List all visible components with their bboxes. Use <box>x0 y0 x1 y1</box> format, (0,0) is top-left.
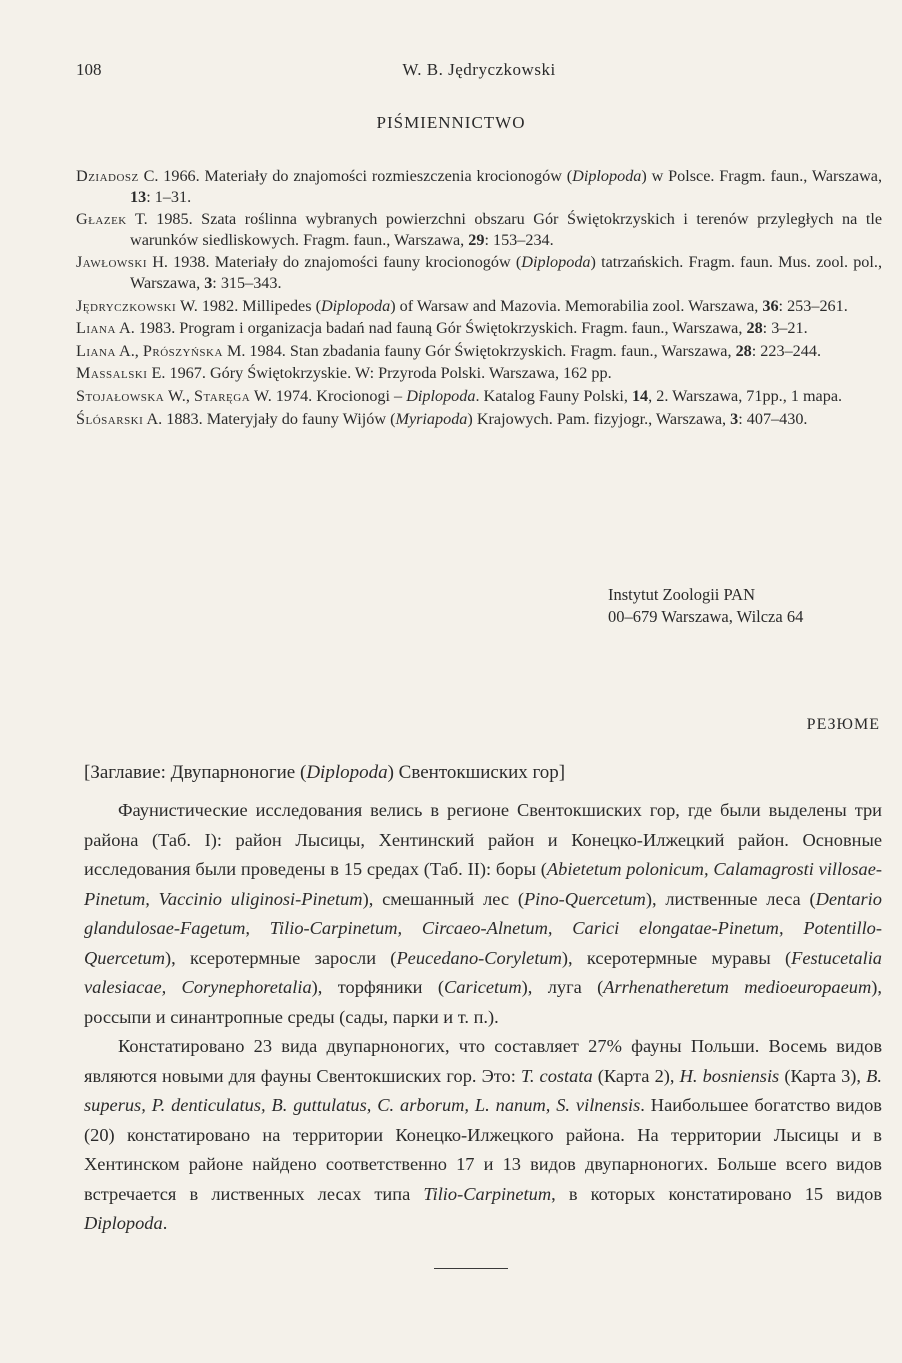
reference-text: ) w Polsce. Fragm. faun., Warszawa, <box>641 167 882 185</box>
reference-text: C. 1966. Materiały do znajomości rozmieszczenia krocionogów ( <box>138 167 573 185</box>
reference-list <box>76 166 882 431</box>
reference-text: W. 1982. Millipedes ( <box>176 296 321 315</box>
end-rule <box>434 1268 508 1269</box>
resume-title <box>84 762 565 784</box>
reference-taxon: Diplopoda <box>320 296 391 315</box>
resume-text: (Карта 2), <box>592 1065 680 1086</box>
resume-title-italic: Diplopoda <box>306 762 388 783</box>
resume-paragraph-2 <box>84 1032 882 1239</box>
reference-item <box>76 386 882 407</box>
resume-text: Констатировано 23 вида двупарноногих, что составляет 27% фауны Польши. Восемь видов являются новыми для фауны Свентокшиских гор. Это: <box>84 1036 882 1086</box>
reference-volume: 3 <box>730 409 739 428</box>
reference-taxon: Myriapoda <box>395 409 468 428</box>
resume-title-post: ) Свентокшиских гор] <box>387 762 566 783</box>
address-line-2: 00–679 Warszawa, Wilcza 64 <box>608 607 804 626</box>
address-line-1: Instytut Zoologii PAN <box>608 585 755 604</box>
reference-pages: : 3–21. <box>762 319 808 338</box>
reference-author: Liana <box>76 341 116 360</box>
reference-text: ) tatrzańskich. Fragm. faun. Mus. zool. pol., Warszawa, <box>130 253 882 292</box>
resume-text: ), россыпи и синантропные среды (сады, парки и т. п.). <box>84 977 882 1027</box>
taxon-name: Dentario glandulosae-Fagetum, Tilio-Carpinetum, Circaeo-Alnetum, Carici elongatae-Pinetum, Potentillo-Quercetum <box>84 888 882 968</box>
resume-title-pre: [Заглавие: Двупарноногие ( <box>84 762 307 783</box>
page-number: 108 <box>76 60 102 79</box>
reference-taxon: Diplopoda <box>406 386 476 405</box>
reference-author: Ślósarski <box>76 409 144 428</box>
reference-volume: 28 <box>746 319 763 338</box>
taxon-name: T. costata <box>520 1065 593 1086</box>
section-title: PIŚMIENNICTWO <box>376 113 526 132</box>
reference-text: A., <box>115 341 143 360</box>
reference-author: Jędryczkowski <box>76 296 177 315</box>
resume-text: ), смешанный лес ( <box>362 888 524 909</box>
page-header <box>76 60 882 84</box>
reference-taxon: Diplopoda <box>572 167 642 185</box>
reference-text: A. 1983. Program i organizacja badań nad fauną Gór Świętokrzyskich. Fragm. faun., Warszawa, <box>115 319 747 338</box>
reference-author: Massalski <box>76 364 148 383</box>
taxon-name: Abietetum polonicum, Calamagrosti villosae-Pinetum, Vaccinio uliginosi-Pinetum <box>84 859 882 909</box>
resume-text: . Наибольшее богатство видов (20) констатировано на территории Конецко-Илжецкого района. На территории Лысицы и в Хентинском районе найдено соответственно 17 и 13 видов двупарноногих. Больше всего видов встречается в лиственных лесах типа <box>84 1095 882 1204</box>
reference-text: H. 1938. Materiały do znajomości fauny krocionogów ( <box>147 253 522 272</box>
reference-author: Prószyńska <box>142 341 223 360</box>
taxon-name: B. superus, P. denticulatus, B. guttulatus, C. arborum, L. nanum, S. vilnensis <box>84 1065 882 1115</box>
taxon-name: Arrhenatheretum medioeuropaeum <box>603 977 872 997</box>
taxon-name: Peucedano-Coryletum <box>396 947 562 968</box>
reference-pages: : 407–430. <box>738 409 808 428</box>
reference-author: Głazek <box>76 210 127 229</box>
reference-text: . Katalog Fauny Polski, <box>475 386 632 405</box>
reference-text: E. 1967. Góry Świętokrzyskie. W: Przyroda Polski. Warszawa, 162 pp. <box>147 364 612 383</box>
resume-text: Фаунистические исследования велись в регионе Свентокшиских гор, где были выделены три района (Таб. I): район Лысицы, Хентинский район и Конецко-Илжецкий район. Основные исследования были проведены в 15 средах (Таб. II): боры ( <box>84 800 882 879</box>
resume-text: ), лиственные леса ( <box>645 888 816 909</box>
taxon-name: Tilio-Carpinetum <box>423 1183 552 1204</box>
resume-text: ), луга ( <box>521 977 604 997</box>
reference-text: M. 1984. Stan zbadania fauny Gór Świętokrzyskich. Fragm. faun., Warszawa, <box>222 341 736 360</box>
reference-pages: : 223–244. <box>751 341 821 360</box>
reference-text: A. 1883. Materyjały do fauny Wijów ( <box>143 409 396 428</box>
taxon-name: Festucetalia valesiacae, Corynephoretalia <box>84 947 882 997</box>
reference-pages: : 153–234. <box>484 230 554 249</box>
resume-text: . <box>162 1213 168 1233</box>
reference-taxon: Diplopoda <box>521 253 591 272</box>
reference-pages: : 1–31. <box>146 187 192 206</box>
resume-text: ), ксеротермные муравы ( <box>561 947 792 968</box>
reference-text: W. 1974. Krocionogi – <box>250 386 407 405</box>
reference-text: T. 1985. Szata roślinna wybranych powierzchni obszaru Gór Świętokrzyskich i terenów przyległych na tle warunków siedliskowych. Fragm. faun., Warszawa, <box>126 210 882 249</box>
resume-text: ), ксеротермные заросли ( <box>165 947 397 968</box>
resume-text: , в которых констатировано 15 видов <box>551 1183 882 1204</box>
taxon-name: Diplopoda <box>84 1213 163 1233</box>
reference-pages: , 2. Warszawa, 71pp., 1 mapa. <box>648 386 843 405</box>
resume-heading: РЕЗЮМЕ <box>806 716 880 733</box>
reference-item <box>76 318 882 339</box>
author-address <box>608 584 803 628</box>
reference-volume: 3 <box>204 273 213 292</box>
reference-item <box>76 363 882 384</box>
resume-text: ), торфяники ( <box>311 977 444 997</box>
reference-volume: 36 <box>762 296 779 315</box>
reference-pages: : 253–261. <box>778 296 848 315</box>
reference-item <box>76 409 882 430</box>
resume-text: (Карта 3), <box>779 1065 867 1086</box>
reference-item <box>76 209 882 250</box>
taxon-name: Caricetum <box>443 977 522 997</box>
resume-paragraph-1 <box>84 796 882 1032</box>
reference-volume: 28 <box>735 341 752 360</box>
reference-item <box>76 252 882 293</box>
reference-volume: 29 <box>468 230 485 249</box>
reference-item <box>76 166 882 207</box>
reference-text: W., <box>164 386 194 405</box>
reference-item <box>76 296 882 317</box>
taxon-name: H. bosniensis <box>679 1065 780 1086</box>
reference-item <box>76 341 882 362</box>
reference-author: Liana <box>76 319 116 338</box>
reference-text: ) of Warsaw and Mazovia. Memorabilia zool. Warszawa, <box>390 296 763 315</box>
running-head: W. B. Jędryczkowski <box>402 60 556 79</box>
reference-pages: : 315–343. <box>212 273 282 292</box>
reference-text: ) Krajowych. Pam. fizyjogr., Warszawa, <box>467 409 731 428</box>
reference-author: Staręga <box>193 386 251 405</box>
reference-author: Stojałowska <box>76 386 165 405</box>
reference-volume: 14 <box>631 386 649 405</box>
taxon-name: Pino-Quercetum <box>523 888 646 909</box>
resume-body <box>84 796 882 1239</box>
reference-volume: 13 <box>130 187 147 206</box>
reference-author: Dziadosz <box>76 167 139 185</box>
reference-author: Jawłowski <box>76 253 148 272</box>
